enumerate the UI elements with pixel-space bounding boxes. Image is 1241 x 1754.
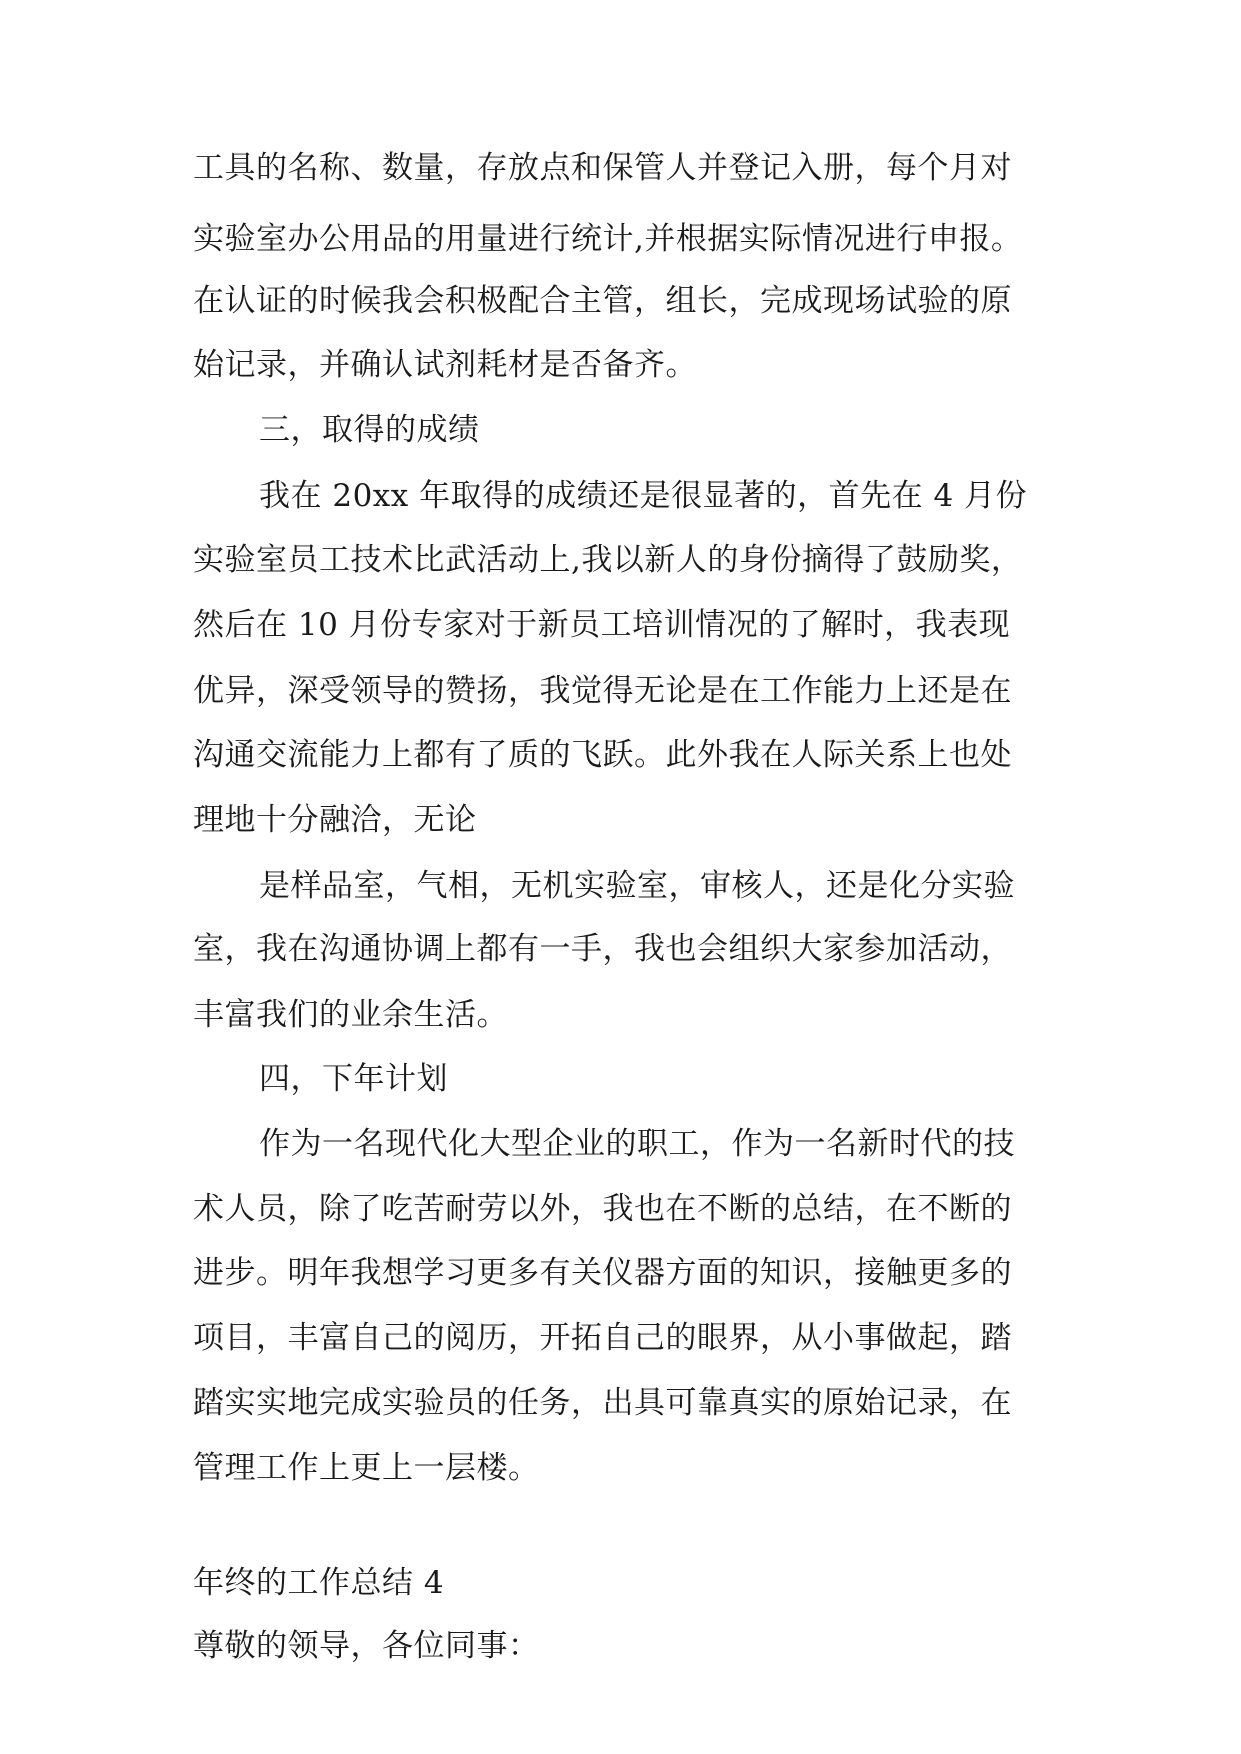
section-heading-plan: 四，下年计划 xyxy=(259,1061,448,1097)
paragraph-line: 工具的名称、数量，存放点和保管人并登记入册，每个月对 xyxy=(193,150,1012,186)
paragraph-line: 丰富我们的业余生活。 xyxy=(193,997,508,1033)
paragraph-line: 实验室员工技术比武活动上,我以新人的身份摘得了鼓励奖， xyxy=(193,542,1023,578)
paragraph-line: 项目，丰富自己的阅历，开拓自己的眼界，从小事做起，踏 xyxy=(193,1320,1012,1356)
paragraph-line: 是样品室，气相，无机实验室，审核人，还是化分实验 xyxy=(259,868,1015,904)
paragraph-line: 优异，深受领导的赞扬，我觉得无论是在工作能力上还是在 xyxy=(193,673,1012,709)
paragraph-line: 我在 20xx 年取得的成绩还是很显著的，首先在 4 月份 xyxy=(259,478,1028,514)
paragraph-line: 然后在 10 月份专家对于新员工培训情况的了解时，我表现 xyxy=(193,607,1011,643)
paragraph-line: 理地十分融洽，无论 xyxy=(193,802,477,838)
paragraph-line: 术人员，除了吃苦耐劳以外，我也在不断的总结，在不断的 xyxy=(193,1191,1012,1227)
paragraph-line: 实验室办公用品的用量进行统计,并根据实际情况进行申报。 xyxy=(193,221,1023,257)
paragraph-line: 踏实实地完成实验员的任务，出具可靠真实的原始记录，在 xyxy=(193,1385,1012,1421)
paragraph-line: 沟通交流能力上都有了质的飞跃。此外我在人际关系上也处 xyxy=(193,737,1012,773)
paragraph-line: 管理工作上更上一层楼。 xyxy=(193,1450,540,1486)
salutation: 尊敬的领导，各位同事： xyxy=(193,1628,540,1664)
section-heading-achievements: 三，取得的成绩 xyxy=(259,412,480,448)
paragraph-line: 在认证的时候我会积极配合主管，组长，完成现场试验的原 xyxy=(193,283,1012,319)
paragraph-line: 室，我在沟通协调上都有一手，我也会组织大家参加活动， xyxy=(193,931,1012,967)
paragraph-line: 作为一名现代化大型企业的职工，作为一名新时代的技 xyxy=(259,1126,1015,1162)
paragraph-line: 始记录，并确认试剂耗材是否备齐。 xyxy=(193,347,697,383)
paragraph-line: 进步。明年我想学习更多有关仪器方面的知识，接触更多的 xyxy=(193,1255,1012,1291)
document-title: 年终的工作总结 4 xyxy=(193,1565,445,1601)
